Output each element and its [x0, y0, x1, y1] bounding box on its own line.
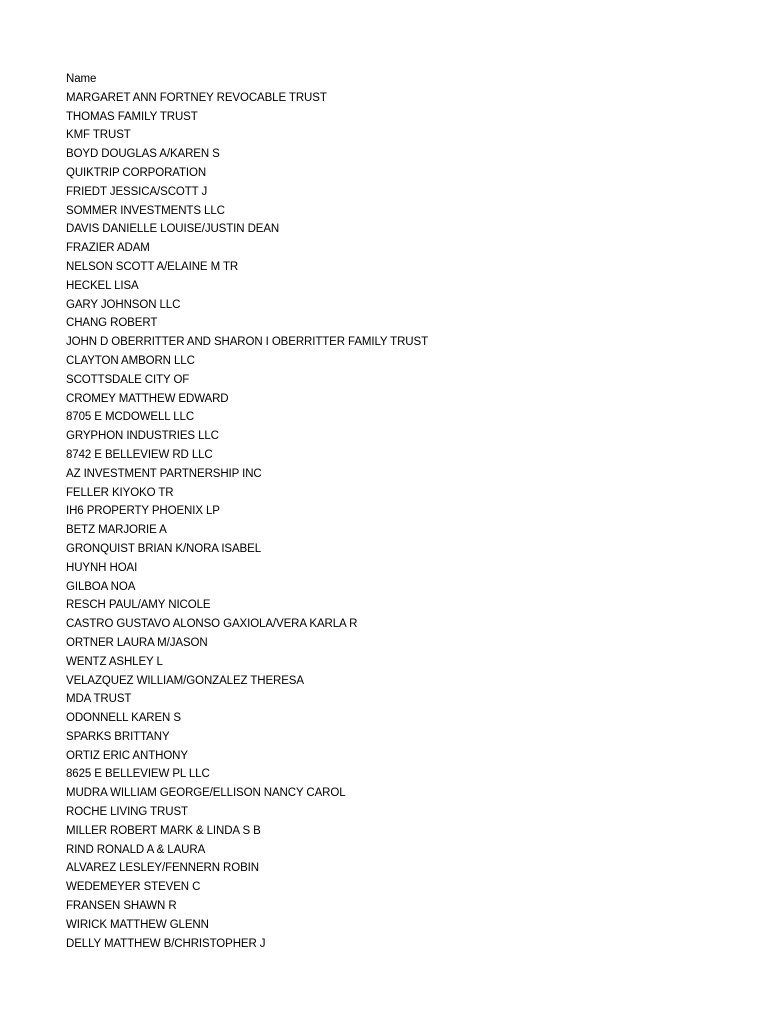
list-item: QUIKTRIP CORPORATION: [66, 166, 207, 179]
list-item: HUYNH HOAI: [66, 561, 138, 574]
list-item: THOMAS FAMILY TRUST: [66, 110, 198, 123]
list-item: VELAZQUEZ WILLIAM/GONZALEZ THERESA: [66, 674, 304, 687]
list-item: NELSON SCOTT A/ELAINE M TR: [66, 260, 239, 273]
list-item: ORTNER LAURA M/JASON: [66, 636, 208, 649]
list-item: MILLER ROBERT MARK & LINDA S B: [66, 824, 261, 837]
list-item: KMF TRUST: [66, 129, 131, 142]
list-item: WEDEMEYER STEVEN C: [66, 881, 201, 894]
list-item: SOMMER INVESTMENTS LLC: [66, 204, 225, 217]
list-item: BETZ MARJORIE A: [66, 524, 167, 537]
list-item: 8625 E BELLEVIEW PL LLC: [66, 768, 210, 781]
list-item: DAVIS DANIELLE LOUISE/JUSTIN DEAN: [66, 223, 280, 236]
list-item: RIND RONALD A & LAURA: [66, 843, 206, 856]
list-item: CASTRO GUSTAVO ALONSO GAXIOLA/VERA KARLA R: [66, 618, 358, 631]
list-item: FELLER KIYOKO TR: [66, 486, 174, 499]
list-item: BOYD DOUGLAS A/KAREN S: [66, 148, 220, 161]
list-item: ORTIZ ERIC ANTHONY: [66, 749, 188, 762]
list-item: GRONQUIST BRIAN K/NORA ISABEL: [66, 542, 261, 555]
list-item: WENTZ ASHLEY L: [66, 655, 163, 668]
list-item: MARGARET ANN FORTNEY REVOCABLE TRUST: [66, 91, 327, 104]
list-item: IH6 PROPERTY PHOENIX LP: [66, 505, 220, 518]
column-header-name: Name: [66, 73, 97, 85]
list-item: ROCHE LIVING TRUST: [66, 806, 188, 819]
list-item: FRAZIER ADAM: [66, 242, 150, 255]
list-item: WIRICK MATTHEW GLENN: [66, 918, 209, 931]
list-item: MUDRA WILLIAM GEORGE/ELLISON NANCY CAROL: [66, 787, 346, 800]
list-item: SPARKS BRITTANY: [66, 730, 170, 743]
list-item: DELLY MATTHEW B/CHRISTOPHER J: [66, 937, 266, 950]
list-item: CHANG ROBERT: [66, 317, 158, 330]
list-item: ODONNELL KAREN S: [66, 712, 181, 725]
list-item: FRIEDT JESSICA/SCOTT J: [66, 185, 208, 198]
list-item: 8742 E BELLEVIEW RD LLC: [66, 448, 213, 461]
list-item: CROMEY MATTHEW EDWARD: [66, 392, 229, 405]
list-item: JOHN D OBERRITTER AND SHARON I OBERRITTER FAMILY TRUST: [66, 336, 429, 349]
list-item: SCOTTSDALE CITY OF: [66, 373, 190, 386]
list-item: CLAYTON AMBORN LLC: [66, 354, 195, 367]
name-list: [66, 70, 428, 953]
list-item: MDA TRUST: [66, 693, 132, 706]
list-item: HECKEL LISA: [66, 279, 139, 292]
list-item: AZ INVESTMENT PARTNERSHIP INC: [66, 467, 262, 480]
list-item: GILBOA NOA: [66, 580, 136, 593]
list-item: FRANSEN SHAWN R: [66, 900, 177, 913]
list-item: ALVAREZ LESLEY/FENNERN ROBIN: [66, 862, 259, 875]
list-item: GARY JOHNSON LLC: [66, 298, 181, 311]
list-item: GRYPHON INDUSTRIES LLC: [66, 430, 219, 443]
list-item: 8705 E MCDOWELL LLC: [66, 411, 195, 424]
list-item: RESCH PAUL/AMY NICOLE: [66, 599, 211, 612]
